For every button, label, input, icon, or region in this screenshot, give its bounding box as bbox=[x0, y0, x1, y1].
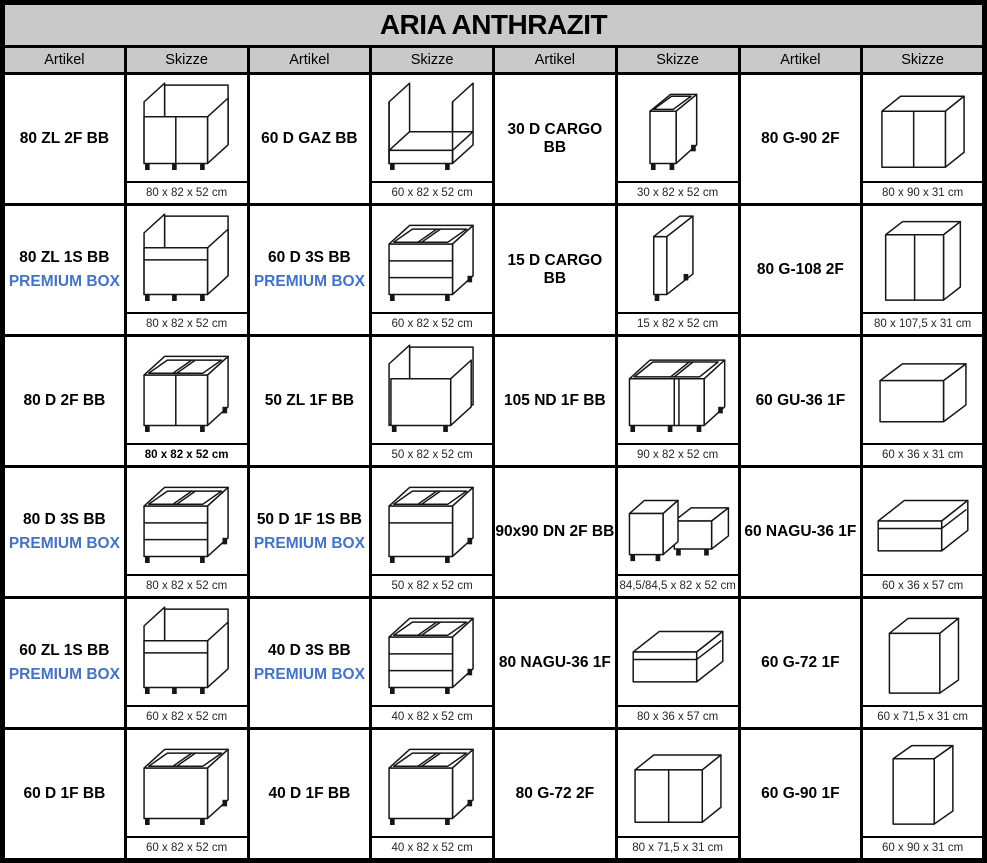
article-code: 50 D 1F 1S BB bbox=[256, 511, 362, 528]
article-cell bbox=[3, 729, 126, 861]
sketch-cell bbox=[862, 336, 985, 467]
dimension-label: 60 x 71,5 x 31 cm bbox=[863, 705, 982, 727]
sketch-cell bbox=[371, 74, 494, 205]
sketch-cell bbox=[125, 729, 248, 861]
article-code: 105 ND 1F BB bbox=[504, 392, 606, 409]
article-cell bbox=[248, 729, 371, 861]
cabinet-sketch-wall2f_tall bbox=[863, 206, 982, 312]
sketch-cell bbox=[371, 467, 494, 598]
article-cell bbox=[3, 205, 126, 336]
article-code: 40 D 3S BB bbox=[268, 642, 351, 659]
premium-box-label: PREMIUM BOX bbox=[8, 666, 120, 683]
dimension-label: 80 x 36 x 57 cm bbox=[618, 705, 738, 727]
article-code: 80 D 2F BB bbox=[23, 392, 106, 409]
dimension-label: 50 x 82 x 52 cm bbox=[372, 574, 492, 596]
sketch-cell bbox=[371, 336, 494, 467]
article-code: 80 G-90 2F bbox=[761, 130, 840, 147]
cabinet-sketch-wall2f_w bbox=[863, 75, 982, 181]
cabinet-sketch-sink1s bbox=[127, 599, 247, 705]
sketch-cell bbox=[862, 74, 985, 205]
sketch-cell bbox=[371, 729, 494, 861]
cabinet-sketch-wall2f_72w bbox=[618, 730, 738, 836]
dimension-label: 40 x 82 x 52 cm bbox=[372, 705, 492, 727]
sketch-cell bbox=[371, 205, 494, 336]
cabinet-sketch-nagu bbox=[618, 599, 738, 705]
header-row bbox=[3, 47, 985, 74]
dimension-label: 60 x 82 x 52 cm bbox=[127, 836, 247, 858]
article-code: 30 D CARGO BB bbox=[507, 121, 603, 156]
dimension-label: 84,5/84,5 x 82 x 52 cm bbox=[618, 574, 738, 596]
article-code: 80 ZL 2F BB bbox=[19, 130, 110, 147]
dimension-label: 50 x 82 x 52 cm bbox=[372, 443, 492, 465]
dimension-label: 60 x 82 x 52 cm bbox=[127, 705, 247, 727]
dimension-label: 60 x 36 x 31 cm bbox=[863, 443, 982, 465]
product-row bbox=[3, 467, 985, 598]
sketch-cell bbox=[371, 598, 494, 729]
column-header-artikel: Artikel bbox=[494, 47, 617, 74]
article-cell bbox=[739, 467, 862, 598]
article-cell bbox=[248, 205, 371, 336]
product-row bbox=[3, 729, 985, 861]
dimension-label: 90 x 82 x 52 cm bbox=[618, 443, 738, 465]
sketch-cell bbox=[616, 467, 739, 598]
article-code: 60 G-72 1F bbox=[761, 654, 840, 671]
cabinet-sketch-sink2f bbox=[127, 75, 247, 181]
article-code: 60 NAGU-36 1F bbox=[744, 523, 857, 540]
product-row bbox=[3, 74, 985, 205]
dimension-label: 80 x 82 x 52 cm bbox=[127, 574, 247, 596]
article-code: 80 D 3S BB bbox=[23, 511, 106, 528]
article-cell bbox=[739, 74, 862, 205]
article-cell bbox=[3, 598, 126, 729]
article-code: 15 D CARGO BB bbox=[507, 252, 603, 287]
sketch-cell bbox=[125, 205, 248, 336]
article-code: 60 G-90 1F bbox=[761, 785, 840, 802]
article-code: 80 G-72 2F bbox=[515, 785, 595, 802]
dimension-label: 30 x 82 x 52 cm bbox=[618, 181, 738, 203]
sketch-cell bbox=[862, 467, 985, 598]
article-cell bbox=[494, 598, 617, 729]
cabinet-sketch-drawer3 bbox=[372, 206, 492, 312]
sketch-cell bbox=[616, 336, 739, 467]
article-cell bbox=[3, 336, 126, 467]
premium-box-label: PREMIUM BOX bbox=[253, 666, 365, 683]
article-code: 90x90 DN 2F BB bbox=[495, 523, 615, 540]
sketch-cell bbox=[616, 74, 739, 205]
article-code: 40 D 1F BB bbox=[268, 785, 351, 802]
dimension-label: 80 x 71,5 x 31 cm bbox=[618, 836, 738, 858]
column-header-skizze: Skizze bbox=[371, 47, 494, 74]
sketch-cell bbox=[125, 598, 248, 729]
product-row bbox=[3, 336, 985, 467]
cabinet-sketch-drawer3 bbox=[127, 468, 247, 574]
sketch-cell bbox=[125, 74, 248, 205]
article-code: 80 ZL 1S BB bbox=[19, 249, 110, 266]
cabinet-sketch-wall1f_72 bbox=[863, 599, 982, 705]
article-cell bbox=[248, 336, 371, 467]
article-cell bbox=[3, 467, 126, 598]
column-header-artikel: Artikel bbox=[248, 47, 371, 74]
cabinet-sketch-drawer3 bbox=[372, 599, 492, 705]
sketch-cell bbox=[616, 729, 739, 861]
cabinet-sketch-gu36 bbox=[863, 337, 982, 443]
dimension-label: 60 x 90 x 31 cm bbox=[863, 836, 982, 858]
product-row bbox=[3, 598, 985, 729]
article-cell bbox=[248, 74, 371, 205]
dimension-label: 80 x 82 x 52 cm bbox=[127, 443, 247, 465]
cabinet-sketch-sink1f bbox=[372, 337, 492, 443]
article-cell bbox=[739, 336, 862, 467]
article-cell bbox=[494, 467, 617, 598]
cabinet-sketch-base1f bbox=[127, 730, 247, 836]
dimension-label: 60 x 36 x 57 cm bbox=[863, 574, 982, 596]
article-cell bbox=[248, 598, 371, 729]
title-row bbox=[3, 3, 985, 47]
cabinet-sketch-gaz bbox=[372, 75, 492, 181]
column-header-skizze: Skizze bbox=[616, 47, 739, 74]
cabinet-sketch-cargo30 bbox=[618, 75, 738, 181]
article-cell bbox=[494, 74, 617, 205]
article-code: 60 ZL 1S BB bbox=[19, 642, 110, 659]
cabinet-sketch-cargo15 bbox=[618, 206, 738, 312]
dimension-label: 80 x 82 x 52 cm bbox=[127, 181, 247, 203]
article-cell bbox=[494, 205, 617, 336]
premium-box-label: PREMIUM BOX bbox=[253, 535, 365, 552]
catalog-body bbox=[3, 74, 985, 861]
sketch-cell bbox=[125, 336, 248, 467]
dimension-label: 15 x 82 x 52 cm bbox=[618, 312, 738, 334]
cabinet-sketch-sink1s bbox=[127, 206, 247, 312]
sketch-cell bbox=[616, 598, 739, 729]
article-code: 60 D 3S BB bbox=[268, 249, 351, 266]
article-cell bbox=[494, 336, 617, 467]
premium-box-label: PREMIUM BOX bbox=[8, 273, 120, 290]
product-row bbox=[3, 205, 985, 336]
cabinet-sketch-corner_nd bbox=[618, 337, 738, 443]
cabinet-sketch-corner_l bbox=[618, 468, 738, 574]
article-cell bbox=[739, 729, 862, 861]
premium-box-label: PREMIUM BOX bbox=[8, 535, 120, 552]
article-code: 60 D 1F BB bbox=[23, 785, 106, 802]
dimension-label: 80 x 90 x 31 cm bbox=[863, 181, 982, 203]
dimension-label: 80 x 107,5 x 31 cm bbox=[863, 312, 982, 334]
cabinet-sketch-base2f bbox=[127, 337, 247, 443]
page-title: ARIA ANTHRAZIT bbox=[3, 3, 985, 47]
article-cell bbox=[248, 467, 371, 598]
article-cell bbox=[3, 74, 126, 205]
sketch-cell bbox=[125, 467, 248, 598]
dimension-label: 80 x 82 x 52 cm bbox=[127, 312, 247, 334]
article-code: 60 D GAZ BB bbox=[261, 130, 358, 147]
cabinet-sketch-d1f1s bbox=[372, 468, 492, 574]
premium-box-label: PREMIUM BOX bbox=[253, 273, 365, 290]
dimension-label: 60 x 82 x 52 cm bbox=[372, 181, 492, 203]
sketch-cell bbox=[862, 205, 985, 336]
sketch-cell bbox=[862, 598, 985, 729]
sketch-cell bbox=[862, 729, 985, 861]
cabinet-sketch-base1f bbox=[372, 730, 492, 836]
column-header-skizze: Skizze bbox=[125, 47, 248, 74]
article-code: 60 GU-36 1F bbox=[755, 392, 846, 409]
sketch-cell bbox=[616, 205, 739, 336]
cabinet-sketch-wall1f_90 bbox=[863, 730, 982, 836]
cabinet-sketch-nagu bbox=[863, 468, 982, 574]
dimension-label: 40 x 82 x 52 cm bbox=[372, 836, 492, 858]
article-cell bbox=[739, 205, 862, 336]
article-code: 50 ZL 1F BB bbox=[264, 392, 355, 409]
article-code: 80 G-108 2F bbox=[756, 261, 844, 278]
article-cell bbox=[739, 598, 862, 729]
column-header-artikel: Artikel bbox=[3, 47, 126, 74]
dimension-label: 60 x 82 x 52 cm bbox=[372, 312, 492, 334]
column-header-artikel: Artikel bbox=[739, 47, 862, 74]
article-code: 80 NAGU-36 1F bbox=[498, 654, 611, 671]
article-cell bbox=[494, 729, 617, 861]
column-header-skizze: Skizze bbox=[862, 47, 985, 74]
